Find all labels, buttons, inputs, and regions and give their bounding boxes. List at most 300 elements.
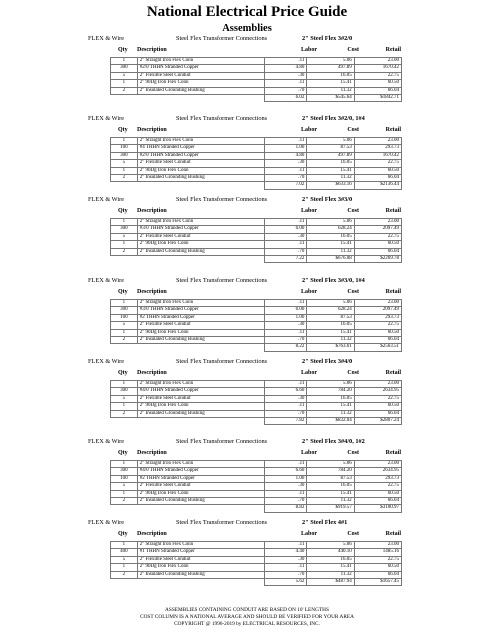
row-cost: 87.53	[307, 145, 354, 152]
table-row	[111, 175, 402, 182]
row-description: #1 THHN Stranded Copper	[137, 549, 265, 556]
row-description: 2" Straight Iron Flex Conn	[137, 58, 265, 65]
row-retail: 66.04	[354, 571, 401, 578]
total-row	[111, 418, 402, 425]
row-qty: 300	[111, 307, 138, 314]
total-row	[111, 344, 402, 351]
total-spacer	[111, 418, 138, 425]
row-description: 2" 90Dg Iron Flex Conn	[137, 80, 265, 87]
row-description: #2 THHN Stranded Copper	[137, 314, 265, 321]
row-qty: 2	[111, 337, 138, 344]
table-row	[111, 322, 402, 329]
row-retail: 22.75	[354, 160, 401, 167]
column-header-labor: Labor	[300, 370, 317, 376]
row-labor: .11	[265, 300, 307, 307]
total-cost: $763.61	[307, 344, 354, 351]
row-cost: 11.32	[307, 248, 354, 255]
row-labor: .70	[265, 175, 307, 182]
column-header-qty: Qty	[118, 289, 128, 295]
assembly-title: 2" Steel Flex 3#4/0, 1#2	[302, 438, 365, 445]
assembly-vendor: FLEX & Wire	[88, 519, 125, 526]
row-cost: 15.41	[307, 403, 354, 410]
table-row	[111, 498, 402, 505]
row-retail: 66.04	[354, 175, 401, 182]
total-spacer	[137, 505, 265, 512]
row-description: #3/0 THHN Stranded Copper	[137, 226, 265, 233]
row-qty: 2	[111, 175, 138, 182]
table-row	[111, 549, 402, 556]
table-row	[111, 468, 402, 475]
assembly-block	[0, 196, 494, 272]
row-description: 2" Insulated Grounding Bushing	[137, 248, 265, 255]
column-header-description: Description	[137, 208, 167, 214]
row-labor: .30	[265, 395, 307, 402]
row-description: 2" 90Dg Iron Flex Conn	[137, 403, 265, 410]
table-row	[111, 337, 402, 344]
column-header-description: Description	[137, 450, 167, 456]
assembly-category: Steel Flex Transformer Connections	[176, 438, 268, 445]
row-qty: 1	[111, 167, 138, 174]
table-row	[111, 329, 402, 336]
row-labor: .30	[265, 322, 307, 329]
row-description: #2 THHN Stranded Copper	[137, 475, 265, 482]
row-cost: 15.41	[307, 564, 354, 571]
row-retail: 23.00	[354, 381, 401, 388]
row-qty: 300	[111, 65, 138, 72]
row-qty: 1	[111, 542, 138, 549]
total-retail: $2807.24	[354, 418, 401, 425]
row-qty: 5	[111, 72, 138, 79]
table-row	[111, 571, 402, 578]
assembly-category: Steel Flex Transformer Connections	[176, 115, 268, 122]
row-labor: .11	[265, 490, 307, 497]
row-description: 2" Straight Iron Flex Conn	[137, 300, 265, 307]
column-header-cost: Cost	[347, 208, 359, 214]
row-description: #4 THHN Stranded Copper	[137, 145, 265, 152]
row-retail: 23.00	[354, 219, 401, 226]
table-row	[111, 58, 402, 65]
row-qty: 400	[111, 549, 138, 556]
row-qty: 300	[111, 468, 138, 475]
table-row	[111, 65, 402, 72]
row-labor: .11	[265, 542, 307, 549]
column-header-cost: Cost	[347, 531, 359, 537]
row-labor: .70	[265, 498, 307, 505]
row-cost: 5.06	[307, 138, 354, 145]
table-row	[111, 226, 402, 233]
row-qty: 5	[111, 233, 138, 240]
row-retail: 23.00	[354, 542, 401, 549]
row-labor: .11	[265, 403, 307, 410]
row-qty: 2	[111, 87, 138, 94]
row-retail: 60.50	[354, 80, 401, 87]
assembly-title: 2" Steel Flex 3#2/0	[302, 35, 353, 42]
total-retail: $1657.45	[354, 579, 401, 586]
row-description: 2" Flexible Steel Conduit	[137, 395, 265, 402]
table-row	[111, 403, 402, 410]
row-qty: 300	[111, 152, 138, 159]
row-labor: 6.00	[265, 226, 307, 233]
assembly-table	[110, 218, 402, 263]
row-labor: .70	[265, 571, 307, 578]
table-row	[111, 248, 402, 255]
column-header-labor: Labor	[300, 208, 317, 214]
table-row	[111, 461, 402, 468]
row-description: 2" Flexible Steel Conduit	[137, 72, 265, 79]
row-description: 2" 90Dg Iron Flex Conn	[137, 564, 265, 571]
row-description: 2" Insulated Grounding Bushing	[137, 571, 265, 578]
row-cost: 497.89	[307, 65, 354, 72]
column-header-retail: Retail	[385, 370, 401, 376]
assembly-table	[110, 460, 402, 513]
row-labor: 4.40	[265, 549, 307, 556]
row-retail: 60.50	[354, 167, 401, 174]
row-description: 2" Flexible Steel Conduit	[137, 322, 265, 329]
row-retail: 60.50	[354, 329, 401, 336]
row-cost: 5.06	[307, 542, 354, 549]
row-cost: 15.41	[307, 241, 354, 248]
row-description: 2" 90Dg Iron Flex Conn	[137, 490, 265, 497]
row-labor: .30	[265, 556, 307, 563]
assembly-title: 2" Steel Flex 3#3/0	[302, 196, 353, 203]
table-row	[111, 388, 402, 395]
row-cost: 497.89	[307, 152, 354, 159]
row-cost: 15.41	[307, 80, 354, 87]
total-cost: $487.94	[307, 579, 354, 586]
row-cost: 784.20	[307, 468, 354, 475]
total-row	[111, 256, 402, 263]
row-retail: 66.04	[354, 248, 401, 255]
row-qty: 1	[111, 461, 138, 468]
row-cost: 16.05	[307, 233, 354, 240]
row-description: 2" Insulated Grounding Bushing	[137, 87, 265, 94]
assembly-table	[110, 299, 402, 352]
row-retail: 293.73	[354, 314, 401, 321]
total-spacer	[137, 95, 265, 102]
row-cost: 16.05	[307, 556, 354, 563]
total-retail: $1842.71	[354, 95, 401, 102]
row-labor: .11	[265, 167, 307, 174]
row-retail: 23.00	[354, 58, 401, 65]
row-labor: .70	[265, 410, 307, 417]
column-header-qty: Qty	[118, 47, 128, 53]
row-description: 2" Flexible Steel Conduit	[137, 556, 265, 563]
row-cost: 5.06	[307, 300, 354, 307]
row-qty: 5	[111, 322, 138, 329]
total-row	[111, 579, 402, 586]
total-spacer	[111, 579, 138, 586]
column-header-labor: Labor	[300, 127, 317, 133]
total-cost: $633.16	[307, 182, 354, 189]
row-retail: 1670.42	[354, 65, 401, 72]
assembly-vendor: FLEX & Wire	[88, 196, 125, 203]
row-description: #2/0 THHN Stranded Copper	[137, 152, 265, 159]
table-row	[111, 80, 402, 87]
row-labor: .30	[265, 233, 307, 240]
row-qty: 1	[111, 490, 138, 497]
row-cost: 11.32	[307, 337, 354, 344]
column-header-description: Description	[137, 127, 167, 133]
row-labor: 6.00	[265, 307, 307, 314]
row-labor: .11	[265, 80, 307, 87]
table-row	[111, 410, 402, 417]
table-row	[111, 314, 402, 321]
row-description: 2" 90Dg Iron Flex Conn	[137, 329, 265, 336]
row-description: 2" Flexible Steel Conduit	[137, 483, 265, 490]
assembly-table	[110, 137, 402, 190]
row-cost: 11.32	[307, 410, 354, 417]
column-header-retail: Retail	[385, 208, 401, 214]
row-qty: 5	[111, 483, 138, 490]
table-row	[111, 300, 402, 307]
assembly-table	[110, 380, 402, 425]
total-spacer	[111, 182, 138, 189]
row-labor: 1.00	[265, 475, 307, 482]
table-row	[111, 138, 402, 145]
row-description: 2" Insulated Grounding Bushing	[137, 337, 265, 344]
table-row	[111, 152, 402, 159]
row-description: 2" Straight Iron Flex Conn	[137, 138, 265, 145]
row-qty: 1	[111, 300, 138, 307]
row-description: 2" Straight Iron Flex Conn	[137, 542, 265, 549]
column-header-cost: Cost	[347, 289, 359, 295]
row-description: #4/0 THHN Stranded Copper	[137, 468, 265, 475]
total-spacer	[111, 95, 138, 102]
row-labor: 4.80	[265, 65, 307, 72]
row-cost: 11.32	[307, 87, 354, 94]
total-labor: 6.02	[265, 95, 307, 102]
row-retail: 66.04	[354, 337, 401, 344]
row-retail: 22.75	[354, 483, 401, 490]
row-qty: 5	[111, 556, 138, 563]
row-labor: .11	[265, 329, 307, 336]
row-qty: 1	[111, 80, 138, 87]
row-qty: 5	[111, 160, 138, 167]
assembly-title: 2" Steel Flex 3#3/0, 1#4	[302, 277, 365, 284]
row-labor: .11	[265, 381, 307, 388]
column-header-retail: Retail	[385, 450, 401, 456]
row-retail: 22.75	[354, 322, 401, 329]
assembly-title: 2" Steel Flex 4#1	[302, 519, 348, 526]
row-description: 2" Insulated Grounding Bushing	[137, 498, 265, 505]
row-retail: 22.75	[354, 395, 401, 402]
column-header-qty: Qty	[118, 127, 128, 133]
row-qty: 1	[111, 241, 138, 248]
assembly-category: Steel Flex Transformer Connections	[176, 196, 268, 203]
row-labor: .11	[265, 138, 307, 145]
table-row	[111, 542, 402, 549]
row-description: 2" Straight Iron Flex Conn	[137, 461, 265, 468]
assembly-block	[0, 358, 494, 434]
column-header-retail: Retail	[385, 127, 401, 133]
row-qty: 2	[111, 248, 138, 255]
row-cost: 5.06	[307, 219, 354, 226]
assembly-block	[0, 519, 494, 595]
row-qty: 5	[111, 395, 138, 402]
total-spacer	[111, 344, 138, 351]
row-description: 2" Flexible Steel Conduit	[137, 233, 265, 240]
assembly-category: Steel Flex Transformer Connections	[176, 519, 268, 526]
row-labor: 6.60	[265, 388, 307, 395]
row-cost: 11.32	[307, 498, 354, 505]
row-retail: 293.73	[354, 145, 401, 152]
assembly-block	[0, 438, 494, 514]
row-cost: 15.41	[307, 490, 354, 497]
row-cost: 87.53	[307, 314, 354, 321]
row-retail: 22.75	[354, 233, 401, 240]
table-row	[111, 556, 402, 563]
total-labor: 7.22	[265, 256, 307, 263]
row-retail: 293.73	[354, 475, 401, 482]
row-retail: 66.04	[354, 498, 401, 505]
row-cost: 87.53	[307, 475, 354, 482]
column-header-description: Description	[137, 531, 167, 537]
footer-copyright: COPYRIGHT @ 1996-2019 by ELECTRICAL RESOURCES, INC.	[174, 621, 320, 627]
row-retail: 66.04	[354, 87, 401, 94]
total-row	[111, 505, 402, 512]
total-row	[111, 182, 402, 189]
row-labor: .11	[265, 58, 307, 65]
total-spacer	[137, 344, 265, 351]
row-labor: .70	[265, 248, 307, 255]
column-header-qty: Qty	[118, 370, 128, 376]
row-retail: 22.75	[354, 72, 401, 79]
row-retail: 23.00	[354, 138, 401, 145]
row-labor: 1.00	[265, 314, 307, 321]
table-row	[111, 483, 402, 490]
row-cost: 5.06	[307, 58, 354, 65]
assembly-vendor: FLEX & Wire	[88, 438, 125, 445]
row-qty: 1	[111, 58, 138, 65]
column-header-description: Description	[137, 289, 167, 295]
row-qty: 2	[111, 498, 138, 505]
row-description: #4/0 THHN Stranded Copper	[137, 388, 265, 395]
table-row	[111, 72, 402, 79]
total-labor: 8.22	[265, 344, 307, 351]
footer-note-cost: COST COLUMN IS A NATIONAL AVERAGE AND SHOULD BE VERIFIED FOR YOUR AREA	[140, 614, 354, 620]
row-qty: 100	[111, 145, 138, 152]
row-retail: 60.50	[354, 564, 401, 571]
assembly-block	[0, 115, 494, 191]
row-retail: 60.50	[354, 241, 401, 248]
row-cost: 16.05	[307, 72, 354, 79]
row-cost: 5.06	[307, 461, 354, 468]
total-retail: $2269.78	[354, 256, 401, 263]
row-labor: .11	[265, 564, 307, 571]
row-cost: 15.41	[307, 167, 354, 174]
total-cost: $545.64	[307, 95, 354, 102]
row-cost: 11.32	[307, 175, 354, 182]
row-retail: 60.50	[354, 403, 401, 410]
row-labor: 1.00	[265, 145, 307, 152]
total-retail: $2136.44	[354, 182, 401, 189]
row-retail: 22.75	[354, 556, 401, 563]
row-cost: 16.05	[307, 483, 354, 490]
column-header-cost: Cost	[347, 47, 359, 53]
assembly-vendor: FLEX & Wire	[88, 35, 125, 42]
row-qty: 1	[111, 138, 138, 145]
row-qty: 100	[111, 314, 138, 321]
row-retail: 1485.16	[354, 549, 401, 556]
row-description: #2/0 THHN Stranded Copper	[137, 65, 265, 72]
row-retail: 23.00	[354, 461, 401, 468]
row-retail: 2097.49	[354, 226, 401, 233]
assembly-block	[0, 35, 494, 111]
assembly-title: 2" Steel Flex 3#4/0	[302, 358, 353, 365]
assembly-title: 2" Steel Flex 3#2/0, 1#4	[302, 115, 365, 122]
column-header-labor: Labor	[300, 531, 317, 537]
row-description: 2" 90Dg Iron Flex Conn	[137, 241, 265, 248]
row-qty: 300	[111, 226, 138, 233]
row-retail: 1670.42	[354, 152, 401, 159]
row-labor: .11	[265, 461, 307, 468]
column-header-retail: Retail	[385, 47, 401, 53]
row-qty: 1	[111, 219, 138, 226]
row-description: 2" 90Dg Iron Flex Conn	[137, 167, 265, 174]
row-cost: 628.24	[307, 307, 354, 314]
total-labor: 7.02	[265, 182, 307, 189]
column-header-description: Description	[137, 370, 167, 376]
table-row	[111, 241, 402, 248]
row-cost: 15.41	[307, 329, 354, 336]
row-cost: 16.05	[307, 160, 354, 167]
total-cost: $832.04	[307, 418, 354, 425]
row-qty: 100	[111, 475, 138, 482]
table-row	[111, 475, 402, 482]
page-subtitle: Assemblies	[222, 23, 272, 34]
row-qty: 2	[111, 571, 138, 578]
column-header-qty: Qty	[118, 450, 128, 456]
total-retail: $2563.51	[354, 344, 401, 351]
table-row	[111, 87, 402, 94]
total-spacer	[137, 418, 265, 425]
total-spacer	[137, 182, 265, 189]
assembly-table	[110, 541, 402, 586]
row-labor: .30	[265, 160, 307, 167]
row-retail: 23.00	[354, 300, 401, 307]
row-cost: 784.20	[307, 388, 354, 395]
column-header-labor: Labor	[300, 289, 317, 295]
row-description: 2" Straight Iron Flex Conn	[137, 219, 265, 226]
row-labor: .70	[265, 337, 307, 344]
row-retail: 2634.95	[354, 468, 401, 475]
table-row	[111, 167, 402, 174]
column-header-cost: Cost	[347, 370, 359, 376]
row-retail: 2097.49	[354, 307, 401, 314]
table-row	[111, 233, 402, 240]
row-description: 2" Flexible Steel Conduit	[137, 160, 265, 167]
row-qty: 300	[111, 388, 138, 395]
row-cost: 440.10	[307, 549, 354, 556]
assembly-table	[110, 57, 402, 102]
page-title: National Electrical Price Guide	[146, 4, 348, 20]
assembly-category: Steel Flex Transformer Connections	[176, 35, 268, 42]
column-header-cost: Cost	[347, 127, 359, 133]
row-qty: 1	[111, 564, 138, 571]
total-row	[111, 95, 402, 102]
table-row	[111, 564, 402, 571]
table-row	[111, 160, 402, 167]
row-labor: .30	[265, 72, 307, 79]
row-retail: 66.04	[354, 410, 401, 417]
column-header-qty: Qty	[118, 531, 128, 537]
column-header-cost: Cost	[347, 450, 359, 456]
row-description: #3/0 THHN Stranded Copper	[137, 307, 265, 314]
table-row	[111, 219, 402, 226]
row-cost: 5.06	[307, 381, 354, 388]
row-retail: 2634.95	[354, 388, 401, 395]
total-spacer	[137, 256, 265, 263]
